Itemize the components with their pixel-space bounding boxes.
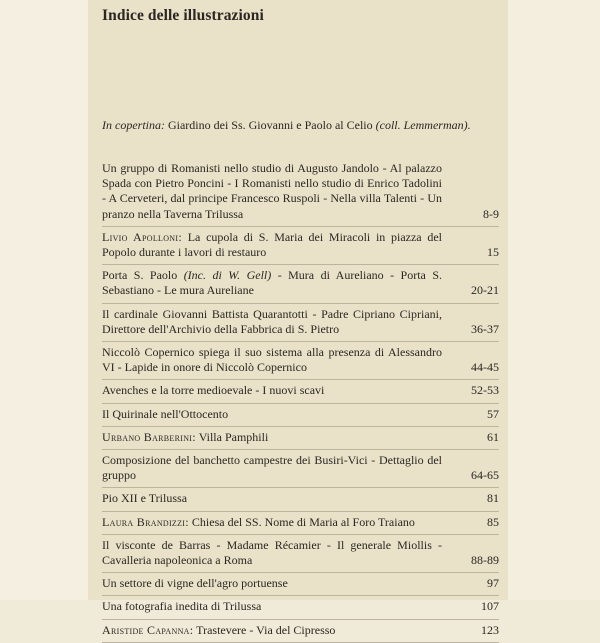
entry-author: Livio Apolloni: — [102, 229, 182, 244]
entry-author: Aristide Capanna: — [102, 622, 194, 637]
entry-text — [102, 230, 442, 260]
entry-page: 44-45 — [471, 360, 499, 375]
right-page-margin — [508, 0, 600, 600]
index-entry — [102, 404, 499, 427]
entry-page: 15 — [487, 245, 499, 260]
entry-caption: - Mura di Aureliano - Porta S. Sebastiano - Le mura Aureliane — [102, 268, 443, 298]
illustrations-index — [102, 161, 499, 643]
entry-text: Niccolò Copernico spiega il suo sistema alla presenza di Alessandro VI - Lapide in onore di Niccolò Copernico — [102, 345, 442, 375]
entry-text: Il Quirinale nell'Ottocento — [102, 406, 229, 421]
entry-caption: Trastevere - Via del Cipresso — [196, 622, 336, 637]
entry-text: Un gruppo di Romanisti nello studio di Augusto Jandolo - Al palazzo Spada con Pietro Poncini - I Romanisti nello studio di Enrico Tadolini - A Cerveteri, dal principe Francesco Ruspoli - Nella villa Talenti - Un pranzo nella Taverna Trilussa — [102, 161, 442, 221]
index-entry — [102, 488, 499, 511]
index-entry — [102, 342, 499, 380]
entry-text: Una fotografia inedita di Trilussa — [102, 599, 262, 614]
page-title: Indice delle illustrazioni — [102, 7, 264, 24]
entry-caption: La cupola di S. Maria dei Miracoli in piazza del Popolo durante i lavori di restauro — [102, 229, 442, 260]
entry-text: Pio XII e Trilussa — [102, 491, 188, 506]
entry-page: 52-53 — [471, 383, 499, 398]
index-entry — [102, 380, 499, 403]
entry-text — [102, 430, 442, 445]
index-entry — [102, 427, 499, 450]
entry-page: 85 — [487, 514, 499, 529]
entry-page: 61 — [487, 429, 499, 444]
entry-page: 88-89 — [471, 553, 499, 568]
entry-page: 81 — [487, 491, 499, 506]
index-entry — [102, 535, 499, 573]
entry-page: 107 — [481, 599, 499, 614]
left-page-margin — [0, 0, 88, 600]
entry-page: 8-9 — [483, 206, 499, 221]
index-entry — [102, 512, 499, 535]
entry-text — [102, 268, 442, 298]
entry-page: 36-37 — [471, 321, 499, 336]
index-entry — [102, 304, 499, 342]
index-entry — [102, 161, 499, 227]
index-entry — [102, 620, 499, 643]
entry-page: 64-65 — [471, 468, 499, 483]
entry-text: Un settore di vigne dell'agro portuense — [102, 576, 288, 591]
entry-text: Composizione del banchetto campestre dei Busiri-Vici - Dettaglio del gruppo — [102, 453, 442, 483]
entry-text: Il visconte de Barras - Madame Récamier - Il generale Miollis - Cavalleria napoleonica a Roma — [102, 537, 442, 568]
cover-credit: (coll. Lemmerman). — [375, 118, 471, 132]
cover-caption — [102, 117, 482, 133]
entry-text: Avenches e la torre medioevale - I nuovi scavi — [102, 383, 325, 398]
cover-label: In copertina: — [102, 118, 165, 132]
entry-text: Il cardinale Giovanni Battista Quarantotti - Padre Cipriano Cipriani, Direttore dell'Archivio della Fabbrica di S. Pietro — [102, 306, 442, 336]
entry-author: Laura Brandizzi: — [102, 514, 189, 529]
entry-page: 57 — [487, 406, 499, 421]
index-entry — [102, 450, 499, 488]
entry-text — [102, 623, 442, 638]
entry-engraving-credit: (Inc. di W. Gell) — [183, 268, 272, 283]
entry-page: 123 — [481, 622, 499, 637]
index-entry — [102, 573, 499, 596]
index-entry — [102, 265, 499, 303]
entry-page: 20-21 — [471, 283, 499, 298]
entry-caption: Villa Pamphili — [198, 429, 269, 444]
entry-author: Urbano Barberini: — [102, 429, 196, 444]
entry-page: 97 — [487, 576, 499, 591]
index-entry — [102, 227, 499, 265]
entry-prefix: Porta S. Paolo — [102, 268, 178, 283]
entry-text — [102, 515, 442, 530]
entry-caption: Chiesa del SS. Nome di Maria al Foro Traiano — [191, 514, 415, 529]
cover-text: Giardino dei Ss. Giovanni e Paolo al Celio — [167, 118, 373, 132]
